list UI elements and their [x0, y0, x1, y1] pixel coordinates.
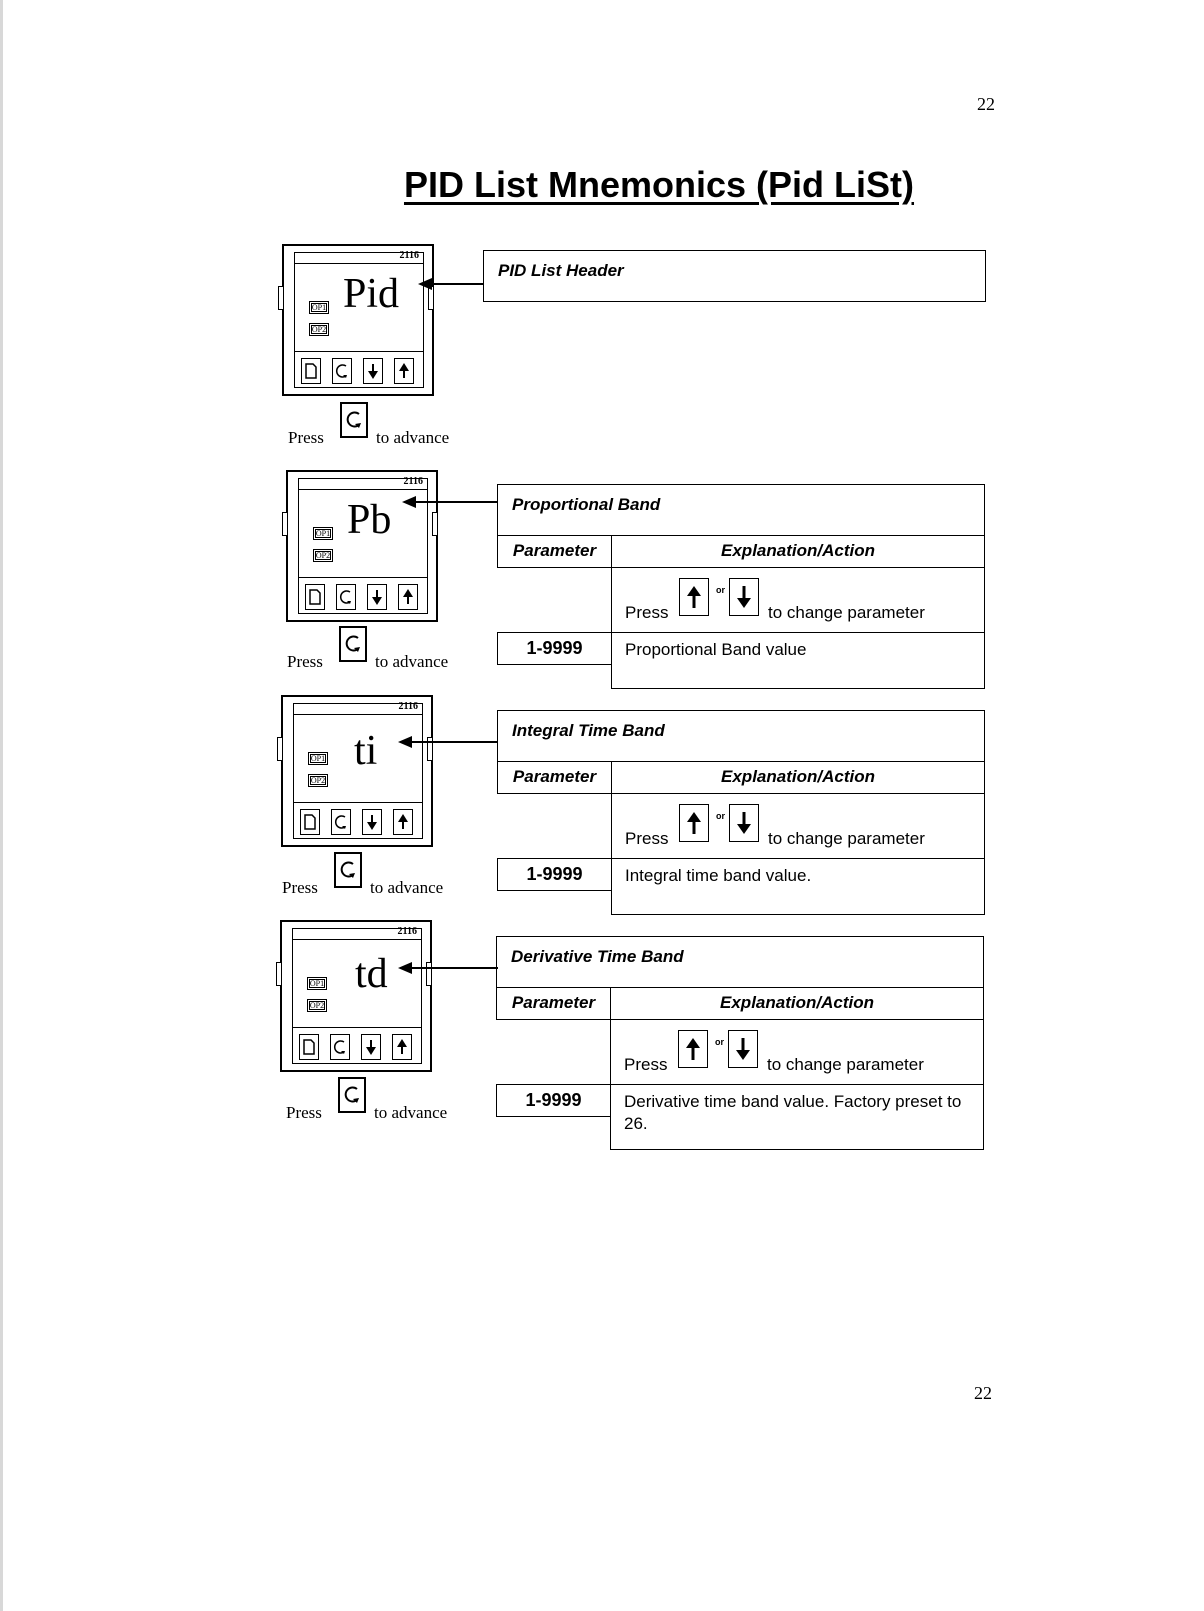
- description-cell: [610, 1084, 984, 1150]
- section-header: [483, 250, 986, 302]
- scroll-key-icon: [339, 626, 367, 662]
- scroll-key-icon: [331, 809, 351, 835]
- page-key-icon: [299, 1034, 319, 1060]
- change-parameter-label: to change parameter: [768, 829, 925, 848]
- explanation-column-header: Explanation/Action: [610, 987, 984, 1020]
- down-key-icon: [729, 578, 759, 616]
- action-cell: [611, 567, 985, 633]
- model-number: 2116: [399, 250, 419, 261]
- scroll-key-icon: [330, 1034, 350, 1060]
- parameter-column-header: Parameter: [497, 761, 612, 794]
- controller-display: [280, 920, 432, 1072]
- parameter-column-header: Parameter: [497, 535, 612, 568]
- down-key-icon: [362, 809, 382, 835]
- keypad: [299, 577, 427, 613]
- model-number: 2116: [397, 926, 417, 937]
- explanation-column-header: Explanation/Action: [611, 761, 985, 794]
- page-edge: [0, 0, 3, 1611]
- change-parameter-label: to change parameter: [767, 1055, 924, 1074]
- description-text: Proportional Band value: [625, 640, 807, 659]
- op2-indicator: OP2: [308, 774, 328, 787]
- action-cell: [610, 1019, 984, 1085]
- down-key-icon: [363, 358, 383, 384]
- scroll-key-icon: [340, 402, 368, 438]
- section-header-text: Proportional Band: [512, 495, 661, 514]
- down-key-icon: [729, 804, 759, 842]
- down-key-icon: [728, 1030, 758, 1068]
- mnemonic-display: ti: [354, 728, 378, 774]
- description-text: Integral time band value.: [625, 866, 812, 885]
- down-key-icon: [361, 1034, 381, 1060]
- scroll-key-icon: [334, 852, 362, 888]
- connector-line: [414, 501, 498, 503]
- or-label: or: [715, 1037, 724, 1047]
- op1-indicator: OP1: [313, 527, 333, 540]
- parameter-value: 1-9999: [497, 632, 612, 665]
- parameter-value: 1-9999: [496, 1084, 611, 1117]
- side-tab: [278, 286, 284, 310]
- description-cell: [611, 858, 985, 915]
- connector-line: [410, 967, 498, 969]
- page-key-icon: [301, 358, 321, 384]
- action-cell: [611, 793, 985, 859]
- scroll-key-icon: [338, 1077, 366, 1113]
- change-parameter-label: to change parameter: [768, 603, 925, 622]
- parameter-value: 1-9999: [497, 858, 612, 891]
- down-key-icon: [367, 584, 387, 610]
- up-key-icon: [394, 358, 414, 384]
- op1-indicator: OP1: [309, 301, 329, 314]
- op2-indicator: OP2: [309, 323, 329, 336]
- or-label: or: [716, 811, 725, 821]
- description-text: Derivative time band value. Factory preset to 26.: [624, 1092, 962, 1133]
- parameter-column-header: Parameter: [496, 987, 611, 1020]
- page-key-icon: [300, 809, 320, 835]
- model-number: 2116: [403, 476, 423, 487]
- page-number-top: 22: [977, 94, 995, 114]
- section-header: [496, 936, 984, 988]
- up-key-icon: [679, 804, 709, 842]
- press-label: Press: [625, 603, 669, 622]
- scroll-key-icon: [332, 358, 352, 384]
- controller-display: [282, 244, 434, 396]
- page-title: PID List Mnemonics (Pid LiSt): [403, 164, 915, 205]
- up-key-icon: [392, 1034, 412, 1060]
- up-key-icon: [393, 809, 413, 835]
- controller-display: [281, 695, 433, 847]
- connector-line: [410, 741, 498, 743]
- page-key-icon: [305, 584, 325, 610]
- op2-indicator: OP2: [313, 549, 333, 562]
- connector-line: [430, 283, 484, 285]
- keypad: [294, 802, 422, 838]
- model-number: 2116: [398, 701, 418, 712]
- up-key-icon: [679, 578, 709, 616]
- page-number-bottom: 22: [974, 1383, 992, 1403]
- section-header-text: Derivative Time Band: [511, 947, 684, 966]
- press-label: Press: [624, 1055, 668, 1074]
- keypad: [293, 1027, 421, 1063]
- or-label: or: [716, 585, 725, 595]
- section-header-text: Integral Time Band: [512, 721, 665, 740]
- op1-indicator: OP1: [307, 977, 327, 990]
- keypad: [295, 351, 423, 387]
- description-cell: [611, 632, 985, 689]
- section-header-text: PID List Header: [498, 261, 624, 280]
- op2-indicator: OP2: [307, 999, 327, 1012]
- explanation-column-header: Explanation/Action: [611, 535, 985, 568]
- up-key-icon: [398, 584, 418, 610]
- press-label: Press: [625, 829, 669, 848]
- section-header: [497, 484, 985, 536]
- controller-display: [286, 470, 438, 622]
- up-key-icon: [678, 1030, 708, 1068]
- section-header: [497, 710, 985, 762]
- op1-indicator: OP1: [308, 752, 328, 765]
- scroll-key-icon: [336, 584, 356, 610]
- mnemonic-display: Pid: [343, 271, 400, 317]
- mnemonic-display: Pb: [347, 497, 392, 543]
- mnemonic-display: td: [355, 951, 388, 997]
